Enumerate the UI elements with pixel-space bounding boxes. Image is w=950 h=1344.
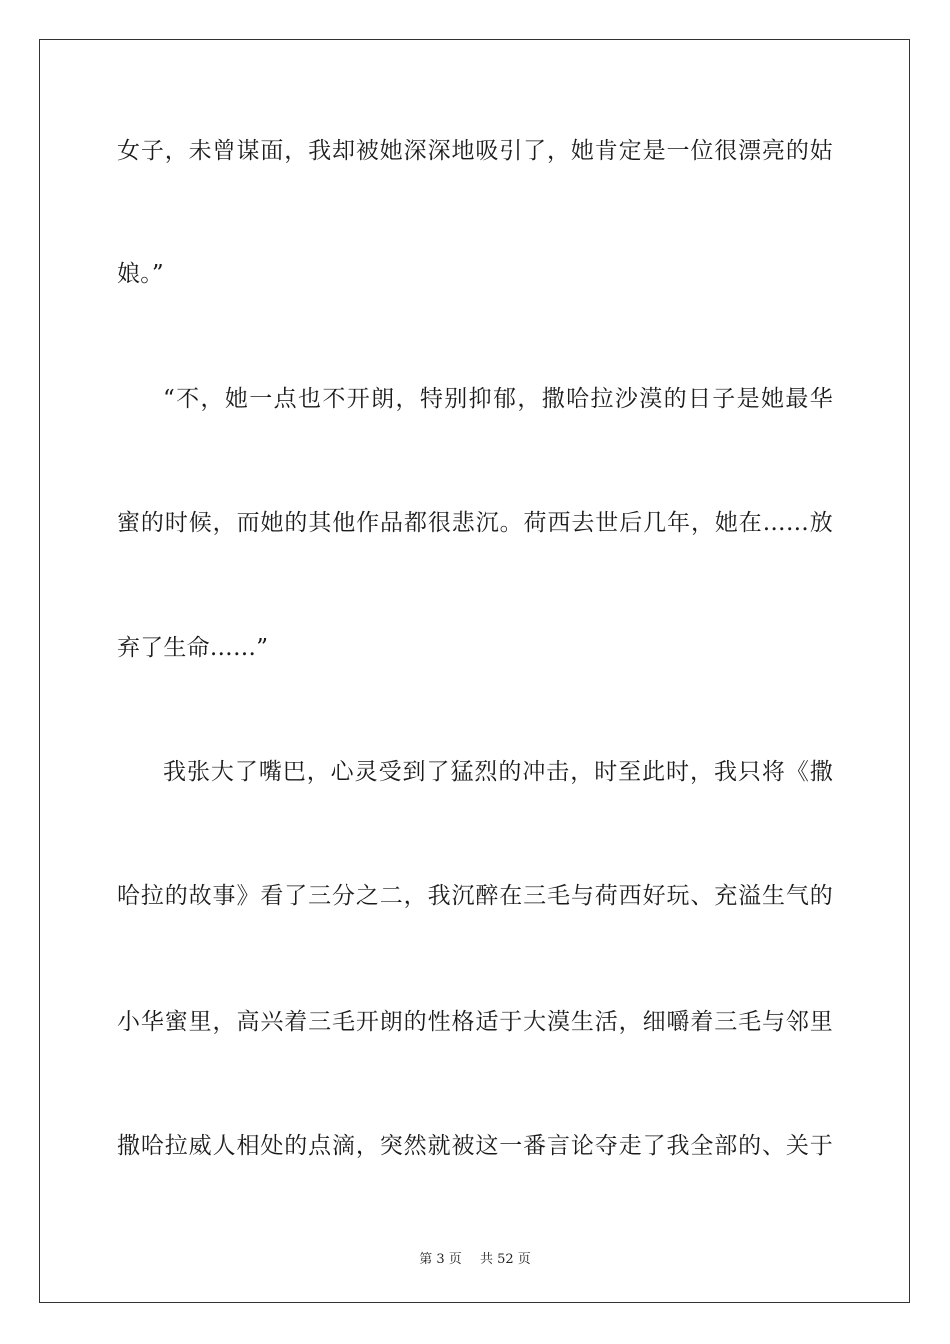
- text-line: 我张大了嘴巴，心灵受到了猛烈的冲击，时至此时，我只将《撒: [163, 759, 833, 785]
- text-line: 撒哈拉威人相处的点滴，突然就被这一番言论夺走了我全部的、关于: [117, 1133, 833, 1159]
- text-line: 弃了生命……”: [117, 635, 269, 661]
- text-line: 女子，未曾谋面，我却被她深深地吸引了，她肯定是一位很漂亮的姑: [117, 138, 833, 164]
- page-number: 第 3 页: [419, 1252, 462, 1267]
- page-total: 共 52 页: [479, 1252, 531, 1267]
- text-line: “不，她一点也不开朗，特别抑郁，撒哈拉沙漠的日子是她最华: [163, 386, 833, 412]
- text-line: 娘。”: [117, 261, 164, 287]
- page-border: [39, 39, 910, 1303]
- text-line: 哈拉的故事》看了三分之二，我沉醉在三毛与荷西好玩、充溢生气的: [117, 883, 833, 909]
- text-line: 小华蜜里，高兴着三毛开朗的性格适于大漠生活，细嚼着三毛与邻里: [117, 1009, 833, 1035]
- text-line: 蜜的时候，而她的其他作品都很悲沉。荷西去世后几年，她在……放: [117, 510, 833, 536]
- page-footer: [0, 1248, 950, 1267]
